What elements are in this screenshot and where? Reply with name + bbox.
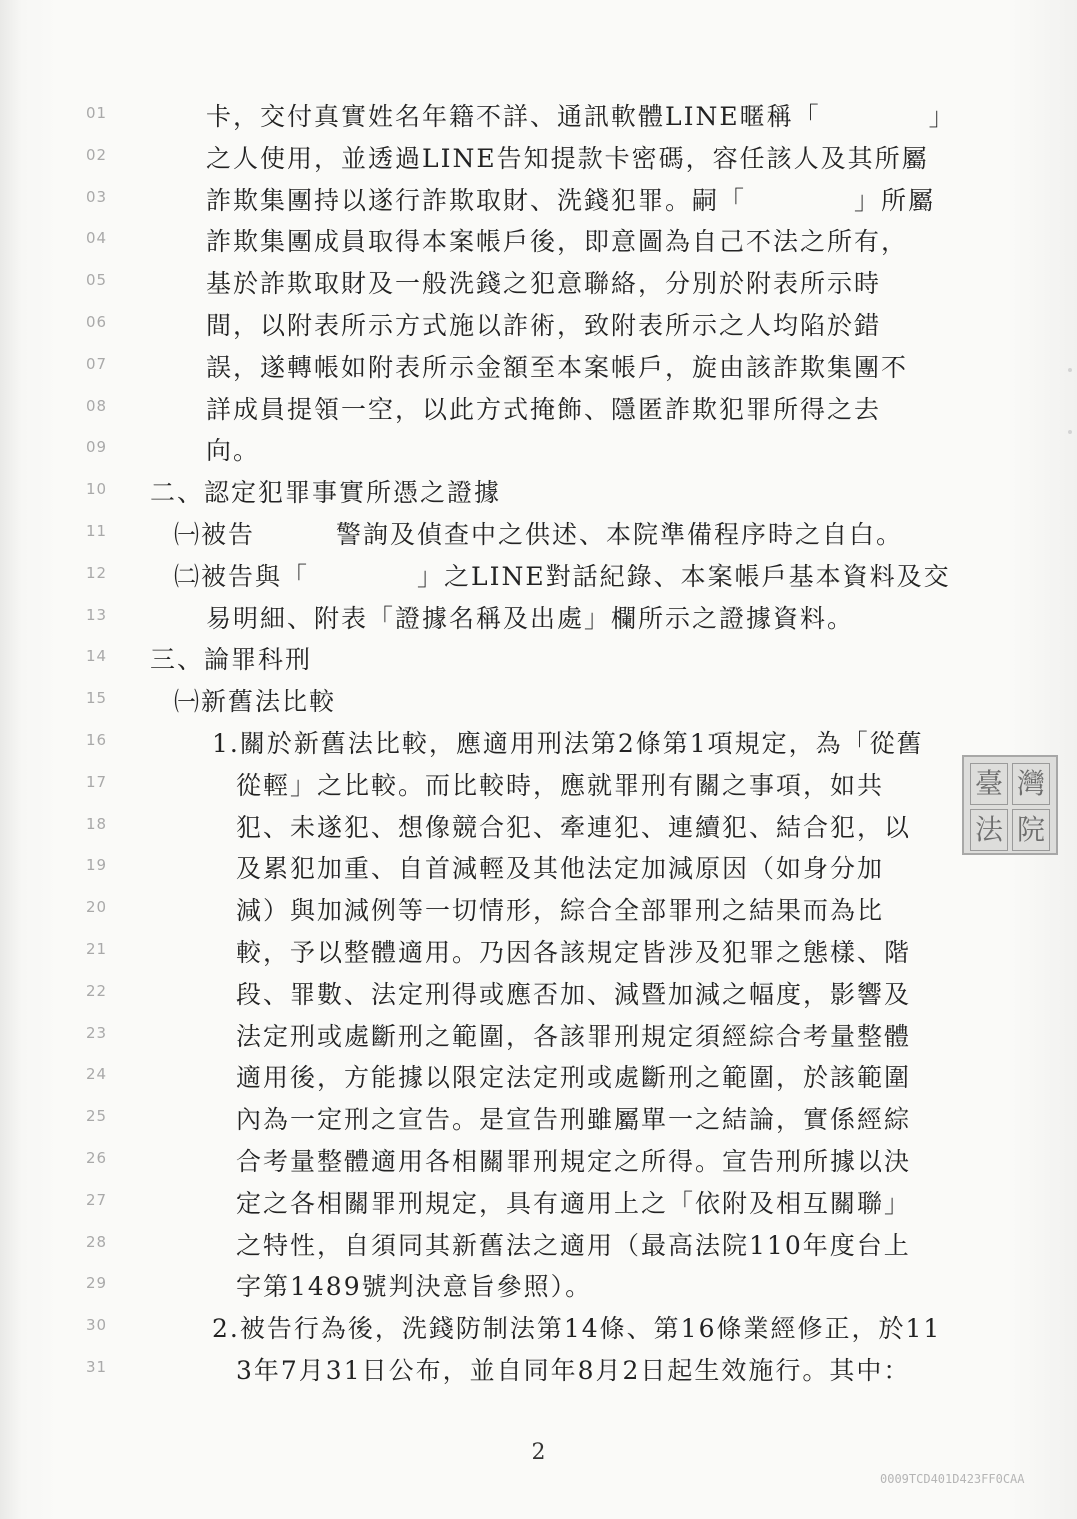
line-number: 10 [86, 480, 108, 499]
line-text: 易明細、附表「證據名稱及出處」欄所示之證據資料。 [206, 603, 855, 633]
seal-char: 臺 [970, 763, 1008, 805]
seal-char: 院 [1012, 809, 1050, 851]
document-line [0, 472, 1077, 514]
line-number: 09 [86, 438, 108, 457]
document-line [0, 96, 1077, 138]
line-text: 及累犯加重、自首減輕及其他法定加減原因（如身分加 [236, 854, 885, 884]
line-number: 23 [86, 1023, 108, 1042]
line-text: 適用後，方能據以限定法定刑或處斷刑之範圍，於該範圍 [236, 1063, 912, 1093]
document-line [0, 138, 1077, 180]
page-number: 2 [531, 1440, 546, 1465]
document-line [0, 681, 1077, 723]
document-line [0, 305, 1077, 347]
line-number: 25 [86, 1107, 108, 1126]
line-text: 之特性，自須同其新舊法之適用（最高法院110年度台上 [236, 1230, 911, 1260]
line-number: 21 [86, 940, 108, 958]
line-text: 合考量整體適用各相關罪刑規定之所得。宣告刑所據以決 [236, 1147, 912, 1176]
document-line [0, 848, 1077, 890]
line-number: 13 [86, 605, 108, 624]
line-text: 三、論罪科刑 [150, 645, 313, 675]
line-text: ㈠新舊法比較 [174, 687, 337, 717]
line-number: 29 [86, 1274, 108, 1293]
line-number: 22 [86, 981, 108, 1000]
line-number: 30 [86, 1316, 108, 1335]
scan-speck [1068, 368, 1072, 372]
line-number: 28 [86, 1232, 108, 1251]
line-number: 17 [86, 772, 108, 791]
line-number: 19 [86, 856, 108, 875]
line-text: 卡，交付真實姓名年籍不詳、通訊軟體LINE暱稱「 」 [206, 102, 956, 131]
document-line [0, 1016, 1077, 1058]
document-line [0, 598, 1077, 640]
line-text: 減）與加減例等一切情形，綜合全部罪刑之結果而為比 [236, 896, 885, 926]
line-number: 08 [86, 396, 108, 415]
line-number: 03 [86, 187, 108, 206]
line-text: 詳成員提領一空，以此方式掩飾、隱匿詐欺犯罪所得之去 [206, 394, 882, 424]
line-text: 較，予以整體適用。乃因各該規定皆涉及犯罪之態樣、階 [236, 938, 912, 967]
line-number: 31 [86, 1358, 108, 1376]
line-text: 二、認定犯罪事實所憑之證據 [150, 478, 502, 508]
line-text: 基於詐欺取財及一般洗錢之犯意聯絡，分別於附表所示時 [206, 269, 882, 299]
document-line [0, 723, 1077, 765]
document-line [0, 639, 1077, 681]
line-text: ㈠被告 警詢及偵查中之供述、本院準備程序時之自白。 [174, 520, 904, 549]
line-number: 01 [86, 104, 108, 122]
line-number: 24 [86, 1065, 108, 1084]
document-line [0, 221, 1077, 263]
line-number: 20 [86, 898, 108, 917]
document-line [0, 263, 1077, 305]
document-line [0, 1308, 1077, 1350]
line-text: 3年7月31日公布，並自同年8月2日起生效施行。其中： [236, 1356, 911, 1385]
line-number: 07 [86, 354, 108, 373]
document-line [0, 430, 1077, 472]
line-number: 04 [86, 229, 108, 248]
line-text: 內為一定刑之宣告。是宣告刑雖屬單一之結論，實係經綜 [236, 1105, 912, 1135]
line-number: 27 [86, 1190, 108, 1209]
line-number: 11 [86, 522, 108, 540]
seal-char: 法 [970, 809, 1008, 851]
document-line [0, 1225, 1077, 1267]
document-line [0, 389, 1077, 431]
line-number: 06 [86, 313, 108, 331]
line-text: 字第1489號判決意旨參照）。 [236, 1272, 593, 1302]
line-text: 從輕」之比較。而比較時，應就罪刑有關之事項，如共 [236, 770, 885, 800]
line-number: 18 [86, 814, 108, 833]
document-line [0, 1141, 1077, 1183]
document-line [0, 180, 1077, 222]
line-text: 1.關於新舊法比較，應適用刑法第2條第1項規定，為「從舊 [212, 729, 924, 758]
document-line [0, 1057, 1077, 1099]
line-text: 間，以附表所示方式施以詐術，致附表所示之人均陷於錯 [206, 311, 882, 340]
document-line [0, 347, 1077, 389]
document-line [0, 1350, 1077, 1392]
document-line [0, 1099, 1077, 1141]
document-line [0, 807, 1077, 849]
line-number: 26 [86, 1149, 108, 1167]
line-number: 16 [86, 731, 108, 749]
document-line [0, 765, 1077, 807]
line-text: 誤，遂轉帳如附表所示金額至本案帳戶，旋由該詐欺集團不 [206, 352, 909, 382]
seal-char: 灣 [1012, 763, 1050, 805]
line-text: 向。 [206, 436, 261, 466]
line-number: 15 [86, 689, 108, 708]
line-text: 之人使用，並透過LINE告知提款卡密碼，容任該人及其所屬 [206, 143, 929, 173]
document-line [0, 974, 1077, 1016]
line-text: 段、罪數、法定刑得或應否加、減暨加減之幅度，影響及 [236, 979, 912, 1009]
line-text: 法定刑或處斷刑之範圍，各該罪刑規定須經綜合考量整體 [236, 1021, 912, 1051]
line-text: 犯、未遂犯、想像競合犯、牽連犯、連續犯、結合犯，以 [236, 812, 912, 842]
line-text: 詐欺集團成員取得本案帳戶後，即意圖為自己不法之所有， [206, 227, 909, 257]
line-text: 詐欺集團持以遂行詐欺取財、洗錢犯罪。嗣「 」所屬 [206, 185, 936, 215]
line-number: 02 [86, 145, 108, 164]
line-text: 定之各相關罪刑規定，具有適用上之「依附及相互關聯」 [236, 1188, 912, 1218]
line-number: 12 [86, 563, 108, 582]
court-seal [962, 755, 1058, 855]
document-code: 0009TCD401D423FF0CAA [880, 1472, 1025, 1486]
document-line [0, 932, 1077, 974]
document-line [0, 1266, 1077, 1308]
document-line [0, 556, 1077, 598]
line-text: 2.被告行為後，洗錢防制法第14條、第16條業經修正，於11 [212, 1314, 942, 1344]
document-line [0, 1183, 1077, 1225]
line-number: 05 [86, 271, 108, 290]
document-line [0, 514, 1077, 556]
line-number: 14 [86, 647, 108, 666]
document-line [0, 890, 1077, 932]
scan-speck [1068, 430, 1072, 434]
line-text: ㈡被告與「 」之LINE對話紀錄、本案帳戶基本資料及交 [174, 561, 951, 591]
